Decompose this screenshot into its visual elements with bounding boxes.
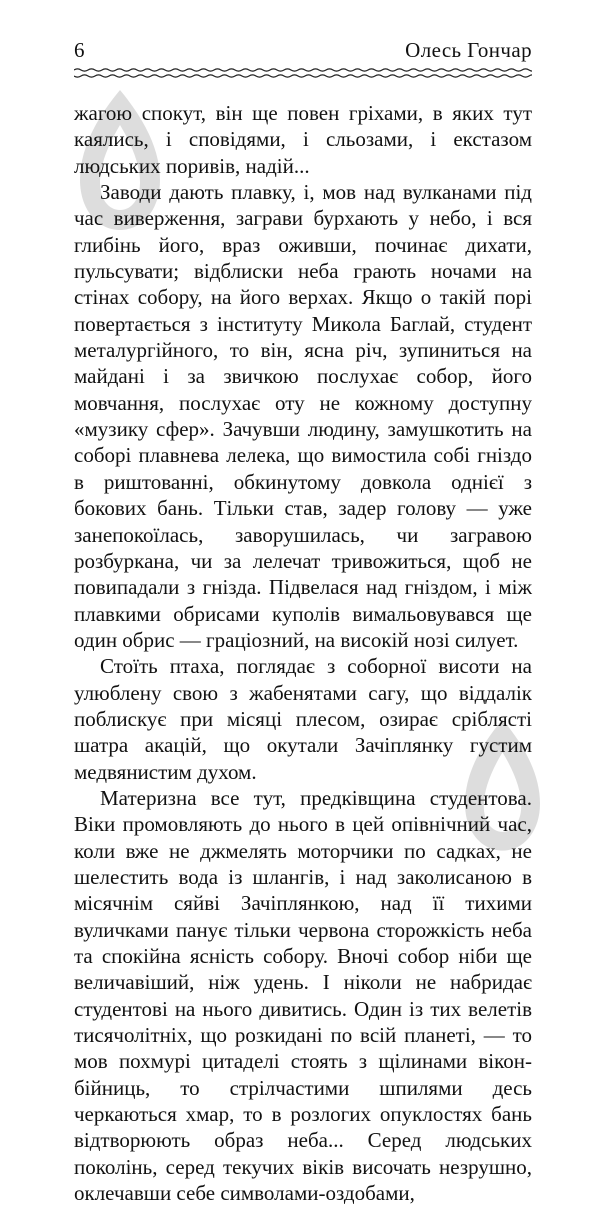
- paragraph-4: Материзна все тут, предківщина студентова. Віки промовляють до нього в цей опівнічний час, коли вже не джмелять моторчики по садках, не шелестить вода із шлангів, і над заколисаною в місячнім сяйві Зачіплянкою, над її тихими вуличками панує тільки червона сторожкість неба та спокійна ясність собору. Вночі собор ніби ще величавіший, ніж удень. І ніколи не набридає студентові на нього дивитись. Один із тих велетів тисячолітніх, що розкидані по всій планеті, — то мов похмурі цитаделі стоять з щілинами вікон-бійниць, то стрілчастими шпилями десь черкаються хмар, то в розлогих опуклостях бань відтворюють образ неба... Серед людських поколінь, серед текучих віків височать незрушно, оклечавши себе символами-оздобами,: [74, 785, 532, 1206]
- paragraph-3: Стоїть птаха, поглядає з соборної висоти на улюблену свою з жабенятами сагу, що віддалік поблискує при місяці плесом, озирає сріблясті шатра акацій, що окутали Зачіплянку густим медвянистим духом.: [74, 654, 532, 784]
- paragraph-2: Заводи дають плавку, і, мов над вулканами під час виверження, заграви бурхають у небо, і вся глибінь його, враз оживши, починає дихати, пульсувати; відблиски неба грають ночами на стінах собору, на його верхах. Якщо о такій порі повертається з інституту Микола Баглай, студент металургійного, то він, ясна річ, зупиниться на майдані і за звичкою послухає собор, його мовчання, послухає оту не кожному доступну «музику сфер». Зачувши людину, замушкотить на соборі плавнева лелека, що вимостила собі гніздо в риштованні, обкинутому довкола однієї з бокових бань. Тільки став, задер голову — уже занепокоїлась, заворушилась, чи загравою розбуркана, чи за лелечат тривожиться, щоб не повипадали з гнізда. Підвелася над гніздом, і між плавкими обрисами куполів вимальовувався ще один обрис — граціозний, на високій нозі силует.: [74, 180, 532, 652]
- wavy-rule-icon: [74, 66, 532, 80]
- body-text: [74, 100, 532, 1206]
- page-number: 6: [74, 38, 85, 62]
- running-title: Олесь Гончар: [405, 38, 532, 62]
- paragraph-1: жагою спокут, він ще повен гріхами, в яких тут каялись, і сповідями, і сльозами, і екстазом людських поривів, надій...: [74, 101, 532, 178]
